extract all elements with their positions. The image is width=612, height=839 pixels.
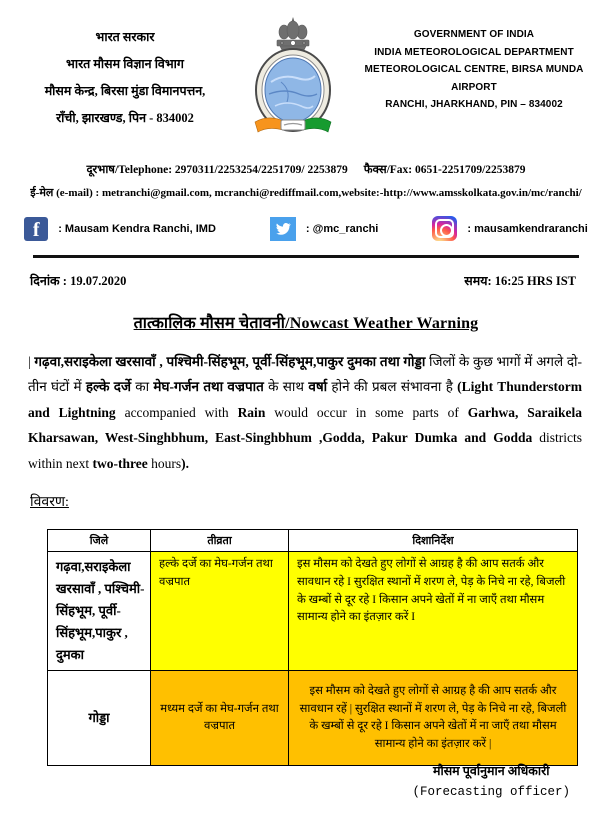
table-row [48, 671, 578, 766]
telephone-fax-line [0, 162, 612, 177]
hindi-address-line: मौसम केन्द्र, बिरसा मुंडा विमानपत्तन, [44, 83, 206, 98]
signature-block [412, 762, 570, 799]
fax-numbers: फैक्स/Fax: 0651-2251709/2253879 [363, 164, 526, 176]
districts-cell: गढ़वा,सराइकेला खरसावाँ , पश्चिमी-सिंहभूम, पूर्वी-सिंहभूम,पाकुर , दुमका [48, 551, 151, 670]
instagram-handle: : mausamkendraranchi [467, 222, 588, 235]
letterhead-english-address [350, 16, 598, 114]
column-header-districts: जिले [48, 529, 151, 551]
english-address-line: GOVERNMENT OF INDIA [413, 29, 535, 40]
table-row [48, 551, 578, 670]
warning-table [47, 529, 578, 766]
forecasting-officer-english: (Forecasting officer) [412, 785, 570, 799]
twitter-icon [270, 217, 296, 241]
english-address-line: INDIA METEOROLOGICAL DEPARTMENT [374, 46, 574, 58]
instagram-icon [432, 216, 457, 241]
english-address-line: RANCHI, JHARKHAND, PIN – 834002 [385, 99, 563, 110]
guidance-cell: इस मौसम को देखते हुए लोगों से आग्रह है की आप सतर्क और सावधान रहे I सुरक्षित स्थानों में शरण ले, पेड़ के निचे ना रहे, बिजली के खम्बों से दूर रहे I किसान अपने खेतों में ना जाएँ तथा मौसम सामान्य होने का इंतज़ार करें I [289, 551, 578, 670]
header-divider [33, 255, 579, 258]
intensity-cell: हल्के दर्जे का मेघ-गर्जन तथा वज्रपात [151, 551, 289, 670]
date-time-row [0, 272, 612, 289]
imd-emblem-logo [245, 16, 341, 140]
facebook-icon: f [24, 217, 48, 241]
column-header-guidelines: दिशानिर्देश [289, 529, 578, 551]
twitter-handle: : @mc_ranchi [305, 222, 379, 235]
hindi-address-line: राँची, झारखण्ड, पिन - 834002 [56, 110, 194, 125]
forecasting-officer-hindi: मौसम पूर्वानुमान अधिकारी [433, 764, 550, 778]
letterhead-hindi-address [14, 16, 236, 132]
page-title: तात्कालिक मौसम चेतावनी/Nowcast Weather Warning [133, 315, 479, 332]
details-heading: विवरण: [30, 494, 69, 510]
facebook-handle: : Mausam Kendra Ranchi, IMD [58, 222, 216, 235]
issue-time: समय: 16:25 HRS IST [464, 274, 576, 288]
issue-date: दिनांक : 19.07.2020 [30, 274, 127, 288]
column-header-intensity: तीव्रता [151, 529, 289, 551]
hindi-address-line: भारत सरकार [95, 30, 155, 44]
letterhead [0, 12, 612, 140]
hindi-address-line: भारत मौसम विज्ञान विभाग [66, 56, 184, 71]
social-media-row [0, 216, 612, 241]
table-header-row [48, 529, 578, 551]
imd-emblem-icon [247, 16, 339, 140]
warning-paragraph: | गढ़वा,सराइकेला खरसावाँ , पश्चिमी-सिंहभूम, पूर्वी-सिंहभूम,पाकुर दुमका तथा गोड्डा जिलों के कुछ भागों में अगले दो-तीन घंटों में हल्के दर्जे का मेघ-गर्जन तथा वज्रपात के साथ वर्षा होने की प्रबल संभावना है (Light Thunderstorm and Lightning accompanied with Rain would occur in some parts of Garhwa, Saraikela Kharsawan, West-Singhbhum, East-Singhbhum ,Godda, Pakur Dumka and Godda districts within next two-three hours). [28, 354, 583, 471]
guidance-cell: इस मौसम को देखते हुए लोगों से आग्रह है की आप सतर्क और सावधान रहें | सुरक्षित स्थानों में शरण ले, पेड़ के निचे ना रहे, बिजली के खम्बों से दूर रहे I किसान अपने खेतों में ना जाएँ तथा मौसम सामान्य होने का इंतज़ार करें | [289, 671, 578, 766]
twitter-bird-icon [274, 220, 292, 238]
telephone-numbers: दूरभाष/Telephone: 2970311/2253254/2251709/ 2253879 [86, 164, 348, 176]
english-address-line: METEOROLOGICAL CENTRE, BIRSA MUNDA AIRPORT [364, 64, 584, 93]
districts-cell: गोड्डा [48, 671, 151, 766]
intensity-cell: मध्यम दर्जे का मेघ-गर्जन तथा वज्रपात [151, 671, 289, 766]
email-website-line: ई-मेल (e-mail) : metranchi@gmail.com, mcranchi@rediffmail.com,website:-http://www.amsskolkata.gov.in/mc/ranchi/ [30, 187, 582, 199]
